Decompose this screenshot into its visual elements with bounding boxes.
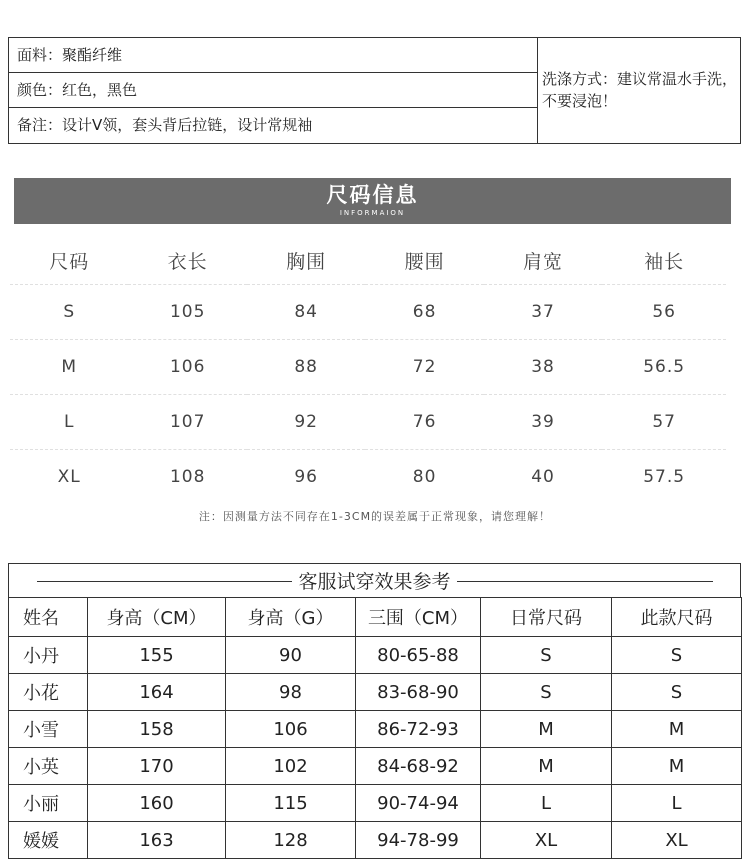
fitting-header-row: [9, 598, 742, 637]
fitting-cell: M: [612, 748, 742, 785]
size-cell: 38: [484, 340, 602, 395]
size-chart-row: [10, 450, 726, 505]
fitting-cell: 小英: [9, 748, 88, 785]
size-cell: XL: [10, 450, 128, 505]
fitting-cell: M: [612, 711, 742, 748]
fitting-row: [9, 822, 742, 859]
fitting-cell: 106: [226, 711, 356, 748]
fitting-cell: 小花: [9, 674, 88, 711]
fitting-header-cell: 三围（CM）: [356, 598, 481, 637]
fitting-header-cell: 身高（CM）: [88, 598, 226, 637]
fitting-header-cell: 此款尺码: [612, 598, 742, 637]
fitting-header-cell: 姓名: [9, 598, 88, 637]
fitting-cell: 128: [226, 822, 356, 859]
size-cell: 108: [128, 450, 246, 505]
size-chart-row: [10, 395, 726, 450]
fitting-cell: M: [481, 711, 612, 748]
fitting-cell: 158: [88, 711, 226, 748]
fitting-cell: XL: [612, 822, 742, 859]
size-cell: L: [10, 395, 128, 450]
size-chart-table: [10, 236, 726, 504]
size-header-cell: 胸围: [286, 250, 327, 273]
size-cell: 76: [365, 395, 483, 450]
fitting-cell: L: [612, 785, 742, 822]
size-cell: 84: [247, 285, 365, 340]
size-cell: 57: [602, 395, 726, 450]
size-cell: 72: [365, 340, 483, 395]
size-chart-banner: [14, 178, 731, 224]
fitting-cell: XL: [481, 822, 612, 859]
fitting-cell: 164: [88, 674, 226, 711]
size-cell: 68: [365, 285, 483, 340]
size-cell: 80: [365, 450, 483, 505]
fitting-cell: 83-68-90: [356, 674, 481, 711]
size-cell: 56.5: [602, 340, 726, 395]
fitting-cell: 媛媛: [9, 822, 88, 859]
size-cell: S: [10, 285, 128, 340]
size-cell: 40: [484, 450, 602, 505]
fabric-row: 面料：聚酯纤维: [9, 38, 537, 73]
fitting-row: [9, 748, 742, 785]
measurement-note: 注：因测量方法不同存在1-3CM的误差属于正常现象，请您理解！: [198, 510, 552, 523]
fitting-cell: 小丹: [9, 637, 88, 674]
remark-row: 备注：设计V领，套头背后拉链，设计常规袖: [17, 116, 313, 134]
size-header-cell: 衣长: [167, 250, 208, 273]
fitting-row: [9, 637, 742, 674]
fitting-row: [9, 711, 742, 748]
size-chart-subtitle: INFORMAION: [339, 209, 406, 217]
fitting-cell: 115: [226, 785, 356, 822]
fitting-title: 客服试穿效果参考: [292, 571, 456, 593]
fitting-reference: [8, 563, 741, 859]
fitting-cell: 84-68-92: [356, 748, 481, 785]
size-chart-header-row: [10, 236, 726, 285]
size-cell: 88: [247, 340, 365, 395]
fitting-cell: L: [481, 785, 612, 822]
size-cell: 92: [247, 395, 365, 450]
fitting-cell: 155: [88, 637, 226, 674]
color-row: 颜色：红色，黑色: [9, 73, 537, 108]
fitting-cell: 80-65-88: [356, 637, 481, 674]
fitting-header-cell: 日常尺码: [481, 598, 612, 637]
fitting-cell: S: [481, 637, 612, 674]
fitting-cell: 160: [88, 785, 226, 822]
fitting-header-cell: 身高（G）: [226, 598, 356, 637]
size-chart-section: [0, 158, 750, 548]
size-cell: 96: [247, 450, 365, 505]
size-cell: 105: [128, 285, 246, 340]
size-cell: M: [10, 340, 128, 395]
size-cell: 107: [128, 395, 246, 450]
fitting-cell: 94-78-99: [356, 822, 481, 859]
fitting-cell: 86-72-93: [356, 711, 481, 748]
size-header-cell: 袖长: [644, 250, 685, 273]
fitting-cell: M: [481, 748, 612, 785]
fitting-cell: 163: [88, 822, 226, 859]
fitting-cell: 102: [226, 748, 356, 785]
size-cell: 106: [128, 340, 246, 395]
fitting-cell: 90-74-94: [356, 785, 481, 822]
size-cell: 57.5: [602, 450, 726, 505]
fitting-cell: 90: [226, 637, 356, 674]
size-header-cell: 肩宽: [523, 250, 564, 273]
fitting-table: [8, 597, 742, 859]
size-header-cell: 腰围: [404, 250, 445, 273]
fitting-title-row: [8, 563, 741, 597]
fitting-cell: 小雪: [9, 711, 88, 748]
size-header-cell: 尺码: [49, 250, 90, 273]
size-cell: 37: [484, 285, 602, 340]
fitting-cell: S: [481, 674, 612, 711]
fitting-cell: 170: [88, 748, 226, 785]
fitting-cell: S: [612, 637, 742, 674]
size-chart-title: 尺码信息: [326, 183, 419, 207]
size-chart-row: [10, 340, 726, 395]
size-cell: 56: [602, 285, 726, 340]
fitting-row: [9, 674, 742, 711]
size-cell: 39: [484, 395, 602, 450]
size-chart-row: [10, 285, 726, 340]
fitting-row: [9, 785, 742, 822]
fitting-cell: 98: [226, 674, 356, 711]
fitting-cell: S: [612, 674, 742, 711]
fitting-cell: 小丽: [9, 785, 88, 822]
washing-instructions: 洗涤方式：建议常温水手洗，不要浸泡！: [542, 70, 738, 110]
product-info-table: [8, 37, 741, 144]
product-info-left: [9, 38, 538, 143]
fitting-title-wrap: [9, 567, 740, 594]
